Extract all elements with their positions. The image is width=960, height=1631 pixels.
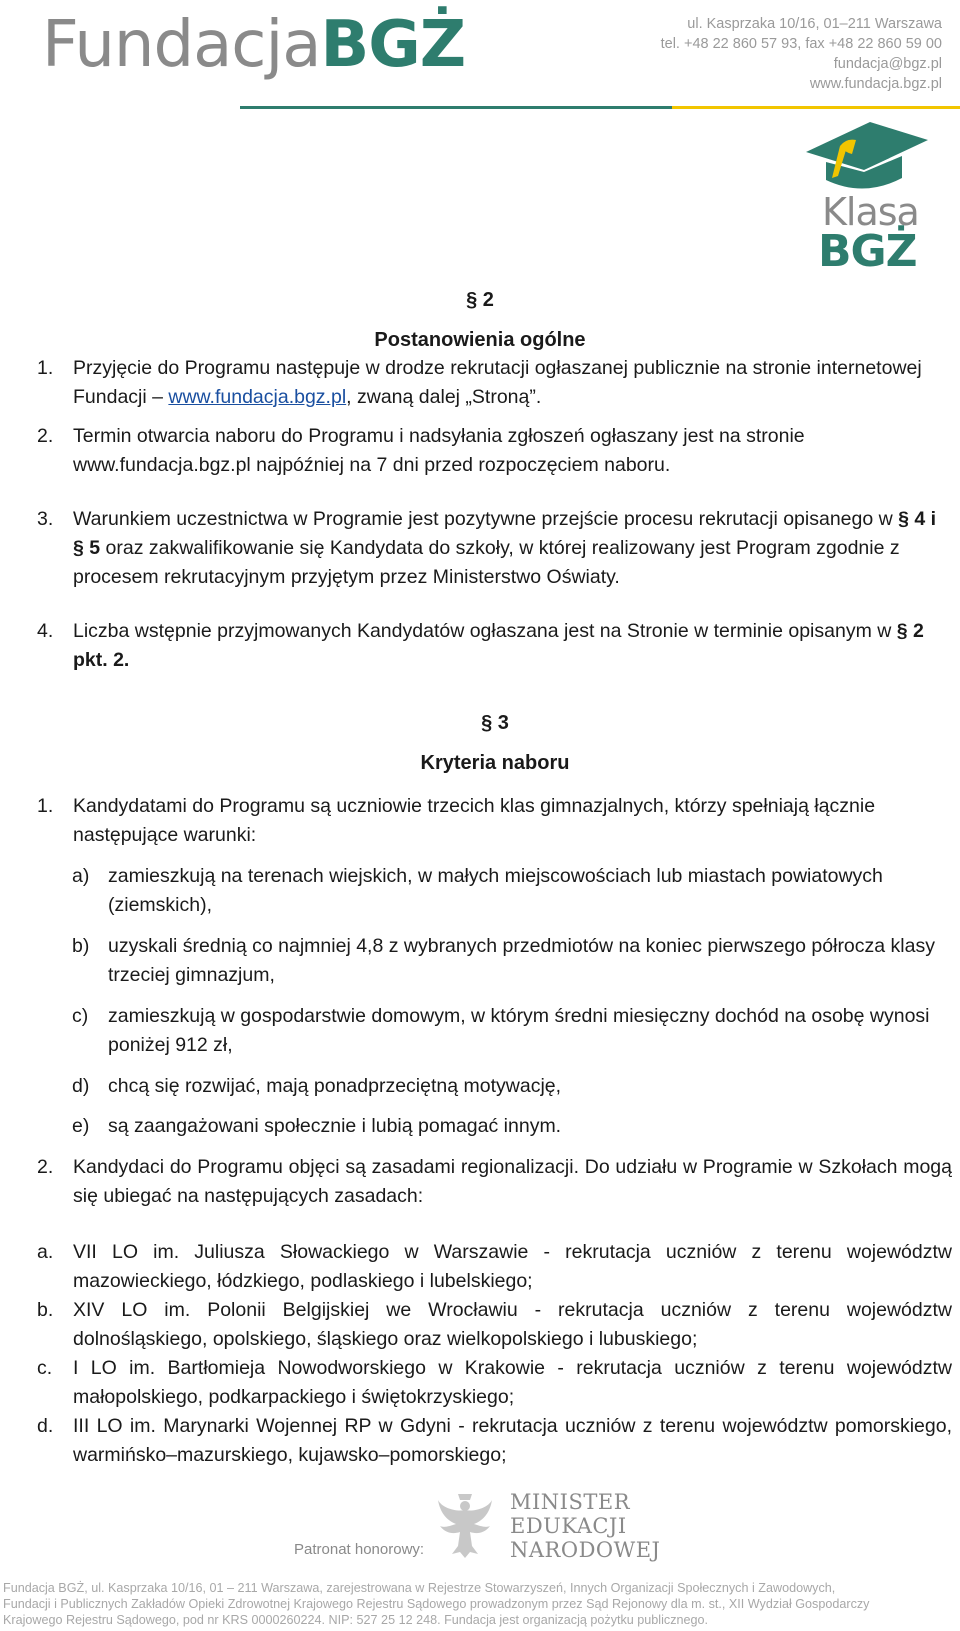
school-item: c. I LO im. Bartłomieja Nowodworskiego w Krakowie - rekrutacja uczniów z terenu województw małopolskiego, podkarpackiego i świętokrzyskiego; [37, 1357, 952, 1408]
condition-item: d) chcą się rozwijać, mają ponadprzeciętną motywację, [72, 1075, 562, 1097]
list-item: 1. Kandydatami do Programu są uczniowie trzecich klas gimnazjalnych, którzy spełniają łącznie następujące warunki: [37, 795, 876, 846]
header-divider [240, 106, 960, 109]
school-item: d. III LO im. Marynarki Wojennej RP w Gdyni - rekrutacja uczniów z terenu województw pomorskiego, warmińsko–mazurskiego, kujawsko–pomorskiego; [37, 1415, 952, 1466]
minister-edukacji-logo: MINISTER EDUKACJI NARODOWEJ [510, 1490, 661, 1562]
condition-item: b) uzyskali średnią co najmniej 4,8 z wybranych przedmiotów na koniec pierwszego półrocza klasy trzeciej gimnazjum, [72, 935, 935, 986]
list-item: 4. Liczba wstępnie przyjmowanych Kandydatów ogłaszana jest na Stronie w terminie opisanym w § 2 pkt. 2. [37, 620, 924, 671]
website-link[interactable]: www.fundacja.bgz.pl [168, 386, 347, 408]
list-item: 1. Przyjęcie do Programu następuje w drodze rekrutacji ogłaszanej publicznie na stronie internetowej Fundacji – www.fundacja.bgz.pl, zwaną dalej „Stroną”. [37, 357, 922, 408]
list-item: 2. Kandydaci do Programu objęci są zasadami regionalizacji. Do udziału w Programie w Szkołach mogą się ubiegać na następujących zasadach: [37, 1156, 952, 1207]
patronat-label: Patronat honorowy: [294, 1541, 425, 1558]
condition-item: e) są zaangażowani społecznie i lubią pomagać innym. [72, 1115, 562, 1137]
condition-item: a) zamieszkują na terenach wiejskich, w małych miejscowościach lub miastach powiatowych (ziemskich), [72, 865, 883, 916]
klasa-bgz-logo: Klasa BGŻ [800, 118, 930, 288]
graduation-cap-icon [800, 118, 930, 198]
section-2-title: Postanowienia ogólne [374, 329, 586, 351]
footer-legal: Fundacja BGŻ, ul. Kasprzaka 10/16, 01 – 211 Warszawa, zarejestrowana w Rejestrze Stowarzyszeń, Innych Organizacji Społecznych i Zawodowych, Fundacji i Publicznych Zakładów Opieki Zdrowotnej Krajowego Rejestru Sądowego prowadzonym przez Sąd Rejonowy dla m. st., XII Wydział Gospodarczy Krajowego Rejestru Sądowego, pod nr KRS 0000260224. NIP: 527 25 12 248. Fundacja jest organizacją pożytku publicznego. [3, 1581, 870, 1627]
contact-phone: tel. +48 22 860 57 93, fax +48 22 860 59 00 [660, 36, 942, 52]
condition-item: c) zamieszkują w gospodarstwie domowym, w którym średni miesięczny dochód na osobę wynosi poniżej 912 zł, [72, 1005, 930, 1056]
list-item: 2. Termin otwarcia naboru do Programu i nadsyłania zgłoszeń ogłaszany jest na stronie www.fundacja.bgz.pl najpóźniej na 7 dni przed rozpoczęciem naboru. [37, 425, 805, 476]
section-3-symbol: § 3 [481, 712, 509, 734]
polish-eagle-icon [436, 1490, 494, 1560]
school-item: a. VII LO im. Juliusza Słowackiego w Warszawie - rekrutacja uczniów z terenu województw mazowieckiego, łódzkiego, podlaskiego i lubelskiego; [37, 1241, 952, 1292]
contact-block [661, 14, 942, 94]
contact-address: ul. Kasprzaka 10/16, 01–211 Warszawa [687, 16, 942, 32]
contact-email[interactable]: fundacja@bgz.pl [833, 56, 942, 72]
section-3-title: Kryteria naboru [420, 752, 570, 774]
fundacja-bgz-logo: FundacjaBGŻ [42, 8, 466, 82]
school-item: b. XIV LO im. Polonii Belgijskiej we Wrocławiu - rekrutacja uczniów z terenu województw dolnośląskiego, opolskiego, śląskiego oraz wielkopolskiego i lubuskiego; [37, 1299, 952, 1350]
list-item: 3. Warunkiem uczestnictwa w Programie jest pozytywne przejście procesu rekrutacji opisanego w § 4 i § 5 oraz zakwalifikowanie się Kandydata do szkoły, w której realizowany jest Program zgodnie z procesem rekrutacyjnym przyjętym przez Ministerstwo Oświaty. [37, 508, 937, 588]
contact-website[interactable]: www.fundacja.bgz.pl [809, 76, 942, 92]
section-2-symbol: § 2 [466, 289, 494, 311]
